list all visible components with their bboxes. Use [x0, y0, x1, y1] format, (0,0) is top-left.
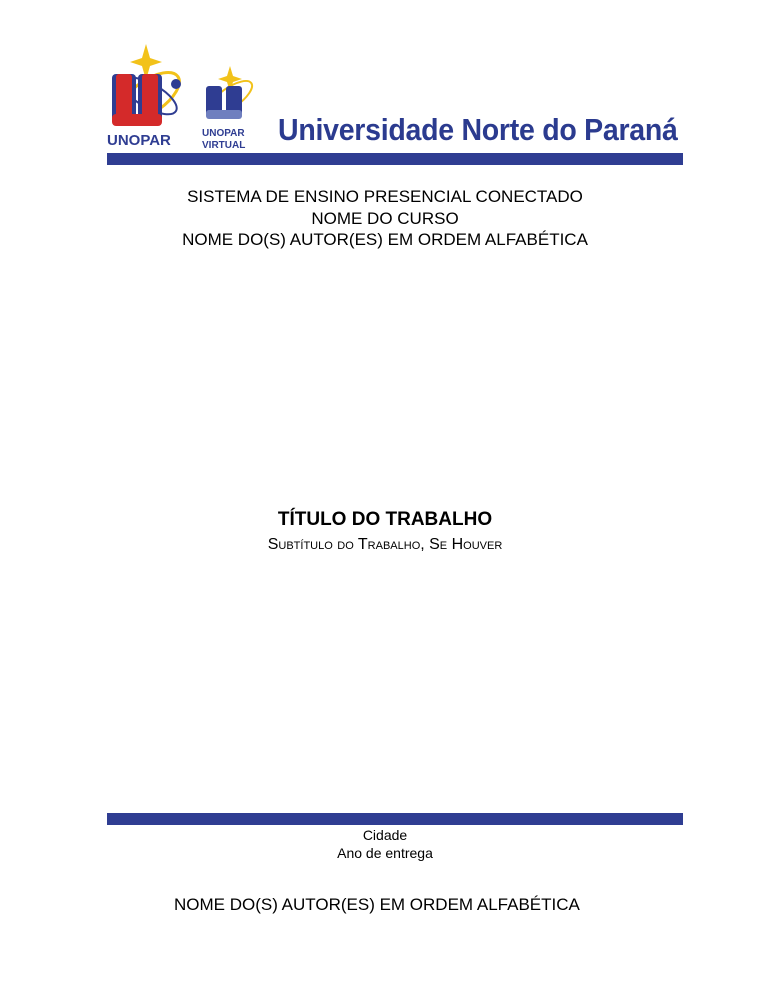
- svg-text:UNOPAR: UNOPAR: [107, 132, 171, 149]
- teaching-system: SISTEMA DE ENSINO PRESENCIAL CONECTADO: [187, 187, 583, 206]
- cover-header: [170, 186, 600, 251]
- unopar-virtual-logo: [200, 66, 272, 152]
- svg-text:UNOPAR: UNOPAR: [202, 128, 245, 139]
- footer-divider-bar: [107, 813, 683, 825]
- header-divider-bar: [107, 153, 683, 165]
- university-name: Universidade Norte do Paraná: [278, 112, 678, 147]
- city: Cidade: [362, 827, 408, 843]
- authors-bottom: NOME DO(S) AUTOR(ES) EM ORDEM ALFABÉTICA: [174, 895, 580, 914]
- course-name: NOME DO CURSO: [311, 208, 459, 228]
- unopar-logo: [104, 44, 198, 150]
- authors-top: NOME DO(S) AUTOR(ES) EM ORDEM ALFABÉTICA: [182, 230, 588, 249]
- work-title: TÍTULO DO TRABALHO: [277, 509, 493, 530]
- delivery-year: Ano de entrega: [337, 845, 433, 861]
- place-and-year: [230, 826, 540, 862]
- svg-text:VIRTUAL: VIRTUAL: [202, 140, 246, 151]
- work-subtitle: Subtítulo do Trabalho, Se Houver: [267, 536, 503, 553]
